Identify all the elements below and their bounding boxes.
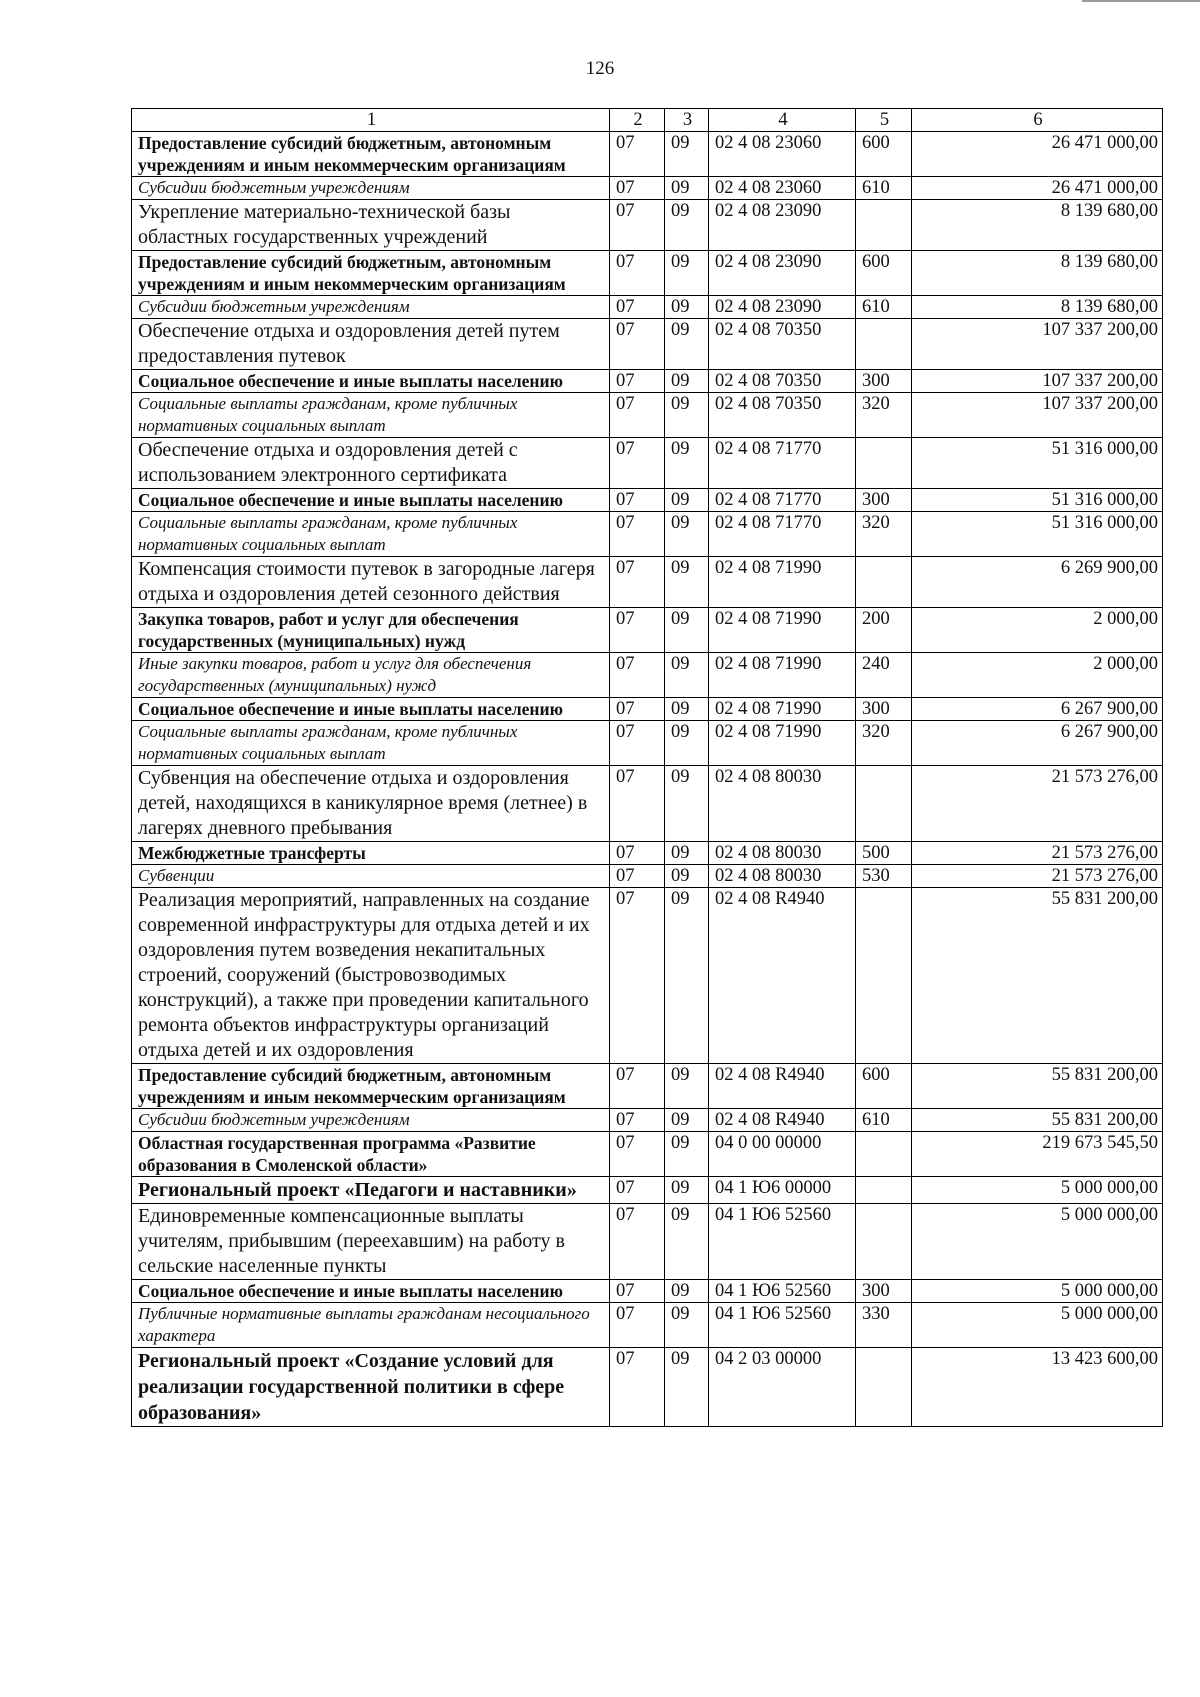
section-code-cell: 07 xyxy=(610,766,665,842)
expense-type-cell xyxy=(856,1348,912,1427)
row-name-cell: Предоставление субсидий бюджетным, автономным учреждениям и иным некоммерческим организациям xyxy=(132,251,610,296)
subsection-code-cell: 09 xyxy=(665,1348,709,1427)
row-name-cell: Субсидии бюджетным учреждениям xyxy=(132,296,610,319)
section-code-cell: 07 xyxy=(610,438,665,489)
target-article-cell: 02 4 08 23090 xyxy=(709,200,856,251)
subsection-code-cell: 09 xyxy=(665,512,709,557)
amount-cell: 13 423 600,00 xyxy=(912,1348,1163,1427)
target-article-cell: 02 4 08 23060 xyxy=(709,132,856,177)
expense-type-cell: 530 xyxy=(856,865,912,888)
row-name-cell: Предоставление субсидий бюджетным, автономным учреждениям и иным некоммерческим организациям xyxy=(132,1064,610,1109)
row-name-cell: Социальное обеспечение и иные выплаты населению xyxy=(132,489,610,512)
expense-type-cell xyxy=(856,319,912,370)
header-col-5: 5 xyxy=(856,109,912,132)
table-body xyxy=(132,132,1163,1427)
row-name-cell: Реализация мероприятий, направленных на создание современной инфраструктуры для отдыха детей и их оздоровления путем возведения некапитальных строений, сооружений (быстровозводимых конструкций), а также при проведении капитального ремонта объектов инфраструктуры организаций отдыха детей и их оздоровления xyxy=(132,888,610,1064)
row-name-cell: Социальное обеспечение и иные выплаты населению xyxy=(132,1280,610,1303)
amount-cell: 55 831 200,00 xyxy=(912,1064,1163,1109)
page-number: 126 xyxy=(585,58,615,79)
section-code-cell: 07 xyxy=(610,251,665,296)
header-col-2: 2 xyxy=(610,109,665,132)
table-row xyxy=(132,557,1163,608)
row-name-cell: Компенсация стоимости путевок в загородные лагеря отдыха и оздоровления детей сезонного действия xyxy=(132,557,610,608)
row-name-cell: Социальные выплаты гражданам, кроме публичных нормативных социальных выплат xyxy=(132,512,610,557)
top-edge-line xyxy=(1082,0,1200,2)
amount-cell: 26 471 000,00 xyxy=(912,132,1163,177)
table-row xyxy=(132,438,1163,489)
row-name-cell: Иные закупки товаров, работ и услуг для обеспечения государственных (муниципальных) нужд xyxy=(132,653,610,698)
table-row xyxy=(132,1303,1163,1348)
expense-type-cell xyxy=(856,438,912,489)
subsection-code-cell: 09 xyxy=(665,842,709,865)
table-row xyxy=(132,132,1163,177)
table-row xyxy=(132,698,1163,721)
expense-type-cell: 320 xyxy=(856,393,912,438)
subsection-code-cell: 09 xyxy=(665,1303,709,1348)
subsection-code-cell: 09 xyxy=(665,1204,709,1280)
subsection-code-cell: 09 xyxy=(665,1132,709,1177)
section-code-cell: 07 xyxy=(610,1348,665,1427)
row-name-cell: Обеспечение отдыха и оздоровления детей с использованием электронного сертификата xyxy=(132,438,610,489)
section-code-cell: 07 xyxy=(610,132,665,177)
subsection-code-cell: 09 xyxy=(665,721,709,766)
subsection-code-cell: 09 xyxy=(665,132,709,177)
expense-type-cell: 300 xyxy=(856,698,912,721)
table-row xyxy=(132,1132,1163,1177)
expense-type-cell: 320 xyxy=(856,512,912,557)
expense-type-cell: 240 xyxy=(856,653,912,698)
target-article-cell: 02 4 08 71990 xyxy=(709,721,856,766)
subsection-code-cell: 09 xyxy=(665,1109,709,1132)
amount-cell: 21 573 276,00 xyxy=(912,865,1163,888)
section-code-cell: 07 xyxy=(610,296,665,319)
row-name-cell: Предоставление субсидий бюджетным, автономным учреждениям и иным некоммерческим организациям xyxy=(132,132,610,177)
expense-type-cell: 300 xyxy=(856,370,912,393)
table-row xyxy=(132,512,1163,557)
target-article-cell: 02 4 08 71770 xyxy=(709,438,856,489)
expense-type-cell xyxy=(856,1132,912,1177)
row-name-cell: Субсидии бюджетным учреждениям xyxy=(132,1109,610,1132)
target-article-cell: 02 4 08 71990 xyxy=(709,557,856,608)
amount-cell: 8 139 680,00 xyxy=(912,251,1163,296)
row-name-cell: Региональный проект «Создание условий для реализации государственной политики в сфере образования» xyxy=(132,1348,610,1427)
amount-cell: 5 000 000,00 xyxy=(912,1204,1163,1280)
amount-cell: 21 573 276,00 xyxy=(912,842,1163,865)
amount-cell: 6 269 900,00 xyxy=(912,557,1163,608)
section-code-cell: 07 xyxy=(610,888,665,1064)
section-code-cell: 07 xyxy=(610,1132,665,1177)
section-code-cell: 07 xyxy=(610,512,665,557)
expense-type-cell: 600 xyxy=(856,132,912,177)
amount-cell: 8 139 680,00 xyxy=(912,200,1163,251)
section-code-cell: 07 xyxy=(610,177,665,200)
header-col-3: 3 xyxy=(665,109,709,132)
table-row xyxy=(132,393,1163,438)
row-name-cell: Областная государственная программа «Развитие образования в Смоленской области» xyxy=(132,1132,610,1177)
section-code-cell: 07 xyxy=(610,1204,665,1280)
amount-cell: 107 337 200,00 xyxy=(912,319,1163,370)
row-name-cell: Социальное обеспечение и иные выплаты населению xyxy=(132,370,610,393)
section-code-cell: 07 xyxy=(610,1280,665,1303)
row-name-cell: Обеспечение отдыха и оздоровления детей путем предоставления путевок xyxy=(132,319,610,370)
table-row xyxy=(132,842,1163,865)
table-row xyxy=(132,177,1163,200)
section-code-cell: 07 xyxy=(610,653,665,698)
amount-cell: 21 573 276,00 xyxy=(912,766,1163,842)
target-article-cell: 04 1 Ю6 52560 xyxy=(709,1204,856,1280)
target-article-cell: 02 4 08 23090 xyxy=(709,296,856,319)
target-article-cell: 02 4 08 70350 xyxy=(709,370,856,393)
target-article-cell: 02 4 08 R4940 xyxy=(709,1109,856,1132)
section-code-cell: 07 xyxy=(610,557,665,608)
amount-cell: 2 000,00 xyxy=(912,653,1163,698)
amount-cell: 8 139 680,00 xyxy=(912,296,1163,319)
row-name-cell: Закупка товаров, работ и услуг для обеспечения государственных (муниципальных) нужд xyxy=(132,608,610,653)
section-code-cell: 07 xyxy=(610,489,665,512)
subsection-code-cell: 09 xyxy=(665,557,709,608)
table-row xyxy=(132,370,1163,393)
subsection-code-cell: 09 xyxy=(665,865,709,888)
header-col-4: 4 xyxy=(709,109,856,132)
row-name-cell: Субвенции xyxy=(132,865,610,888)
expense-type-cell: 300 xyxy=(856,1280,912,1303)
target-article-cell: 02 4 08 71990 xyxy=(709,653,856,698)
header-col-1: 1 xyxy=(132,109,610,132)
table-row xyxy=(132,608,1163,653)
table-row xyxy=(132,888,1163,1064)
target-article-cell: 04 2 03 00000 xyxy=(709,1348,856,1427)
table-row xyxy=(132,1064,1163,1109)
target-article-cell: 02 4 08 80030 xyxy=(709,842,856,865)
table-row xyxy=(132,766,1163,842)
subsection-code-cell: 09 xyxy=(665,888,709,1064)
expense-type-cell: 320 xyxy=(856,721,912,766)
amount-cell: 26 471 000,00 xyxy=(912,177,1163,200)
budget-table xyxy=(131,108,1163,1427)
amount-cell: 55 831 200,00 xyxy=(912,888,1163,1064)
table-row xyxy=(132,489,1163,512)
subsection-code-cell: 09 xyxy=(665,766,709,842)
subsection-code-cell: 09 xyxy=(665,1064,709,1109)
row-name-cell: Субсидии бюджетным учреждениям xyxy=(132,177,610,200)
row-name-cell: Публичные нормативные выплаты гражданам несоциального характера xyxy=(132,1303,610,1348)
table-row xyxy=(132,200,1163,251)
section-code-cell: 07 xyxy=(610,1109,665,1132)
subsection-code-cell: 09 xyxy=(665,698,709,721)
subsection-code-cell: 09 xyxy=(665,177,709,200)
section-code-cell: 07 xyxy=(610,721,665,766)
target-article-cell: 02 4 08 70350 xyxy=(709,319,856,370)
amount-cell: 51 316 000,00 xyxy=(912,489,1163,512)
expense-type-cell: 600 xyxy=(856,251,912,296)
subsection-code-cell: 09 xyxy=(665,251,709,296)
table-row xyxy=(132,721,1163,766)
expense-type-cell xyxy=(856,1204,912,1280)
subsection-code-cell: 09 xyxy=(665,319,709,370)
table-row xyxy=(132,1348,1163,1427)
expense-type-cell: 330 xyxy=(856,1303,912,1348)
target-article-cell: 02 4 08 71770 xyxy=(709,512,856,557)
subsection-code-cell: 09 xyxy=(665,489,709,512)
section-code-cell: 07 xyxy=(610,393,665,438)
amount-cell: 2 000,00 xyxy=(912,608,1163,653)
amount-cell: 6 267 900,00 xyxy=(912,698,1163,721)
subsection-code-cell: 09 xyxy=(665,608,709,653)
subsection-code-cell: 09 xyxy=(665,200,709,251)
expense-type-cell xyxy=(856,557,912,608)
row-name-cell: Субвенция на обеспечение отдыха и оздоровления детей, находящихся в каникулярное время (летнее) в лагерях дневного пребывания xyxy=(132,766,610,842)
expense-type-cell: 610 xyxy=(856,177,912,200)
section-code-cell: 07 xyxy=(610,698,665,721)
target-article-cell: 04 0 00 00000 xyxy=(709,1132,856,1177)
amount-cell: 219 673 545,50 xyxy=(912,1132,1163,1177)
header-row xyxy=(132,109,1163,132)
subsection-code-cell: 09 xyxy=(665,653,709,698)
table-row xyxy=(132,1109,1163,1132)
section-code-cell: 07 xyxy=(610,1303,665,1348)
expense-type-cell: 610 xyxy=(856,296,912,319)
subsection-code-cell: 09 xyxy=(665,1280,709,1303)
amount-cell: 5 000 000,00 xyxy=(912,1303,1163,1348)
subsection-code-cell: 09 xyxy=(665,296,709,319)
expense-type-cell: 500 xyxy=(856,842,912,865)
section-code-cell: 07 xyxy=(610,319,665,370)
target-article-cell: 02 4 08 71990 xyxy=(709,608,856,653)
amount-cell: 51 316 000,00 xyxy=(912,512,1163,557)
table-row xyxy=(132,296,1163,319)
target-article-cell: 02 4 08 R4940 xyxy=(709,1064,856,1109)
row-name-cell: Укрепление материально-технической базы областных государственных учреждений xyxy=(132,200,610,251)
subsection-code-cell: 09 xyxy=(665,393,709,438)
row-name-cell: Региональный проект «Педагоги и наставники» xyxy=(132,1177,610,1204)
target-article-cell: 02 4 08 80030 xyxy=(709,766,856,842)
expense-type-cell xyxy=(856,1177,912,1204)
header-col-6: 6 xyxy=(912,109,1163,132)
expense-type-cell: 600 xyxy=(856,1064,912,1109)
expense-type-cell xyxy=(856,200,912,251)
target-article-cell: 02 4 08 80030 xyxy=(709,865,856,888)
row-name-cell: Межбюджетные трансферты xyxy=(132,842,610,865)
table-row xyxy=(132,1177,1163,1204)
section-code-cell: 07 xyxy=(610,200,665,251)
subsection-code-cell: 09 xyxy=(665,1177,709,1204)
section-code-cell: 07 xyxy=(610,865,665,888)
target-article-cell: 02 4 08 70350 xyxy=(709,393,856,438)
amount-cell: 107 337 200,00 xyxy=(912,393,1163,438)
target-article-cell: 04 1 Ю6 52560 xyxy=(709,1303,856,1348)
row-name-cell: Социальное обеспечение и иные выплаты населению xyxy=(132,698,610,721)
table-row xyxy=(132,865,1163,888)
expense-type-cell xyxy=(856,766,912,842)
expense-type-cell: 610 xyxy=(856,1109,912,1132)
table-row xyxy=(132,251,1163,296)
amount-cell: 6 267 900,00 xyxy=(912,721,1163,766)
amount-cell: 55 831 200,00 xyxy=(912,1109,1163,1132)
expense-type-cell xyxy=(856,888,912,1064)
row-name-cell: Социальные выплаты гражданам, кроме публичных нормативных социальных выплат xyxy=(132,721,610,766)
target-article-cell: 02 4 08 R4940 xyxy=(709,888,856,1064)
target-article-cell: 02 4 08 23090 xyxy=(709,251,856,296)
table-row xyxy=(132,319,1163,370)
subsection-code-cell: 09 xyxy=(665,370,709,393)
row-name-cell: Единовременные компенсационные выплаты учителям, прибывшим (переехавшим) на работу в сельские населенные пункты xyxy=(132,1204,610,1280)
section-code-cell: 07 xyxy=(610,1177,665,1204)
target-article-cell: 02 4 08 23060 xyxy=(709,177,856,200)
amount-cell: 51 316 000,00 xyxy=(912,438,1163,489)
table-row xyxy=(132,1280,1163,1303)
target-article-cell: 02 4 08 71990 xyxy=(709,698,856,721)
section-code-cell: 07 xyxy=(610,370,665,393)
row-name-cell: Социальные выплаты гражданам, кроме публичных нормативных социальных выплат xyxy=(132,393,610,438)
expense-type-cell: 200 xyxy=(856,608,912,653)
target-article-cell: 04 1 Ю6 52560 xyxy=(709,1280,856,1303)
amount-cell: 5 000 000,00 xyxy=(912,1280,1163,1303)
target-article-cell: 04 1 Ю6 00000 xyxy=(709,1177,856,1204)
section-code-cell: 07 xyxy=(610,1064,665,1109)
amount-cell: 107 337 200,00 xyxy=(912,370,1163,393)
section-code-cell: 07 xyxy=(610,608,665,653)
amount-cell: 5 000 000,00 xyxy=(912,1177,1163,1204)
table-row xyxy=(132,1204,1163,1280)
subsection-code-cell: 09 xyxy=(665,438,709,489)
table-row xyxy=(132,653,1163,698)
expense-type-cell: 300 xyxy=(856,489,912,512)
section-code-cell: 07 xyxy=(610,842,665,865)
target-article-cell: 02 4 08 71770 xyxy=(709,489,856,512)
